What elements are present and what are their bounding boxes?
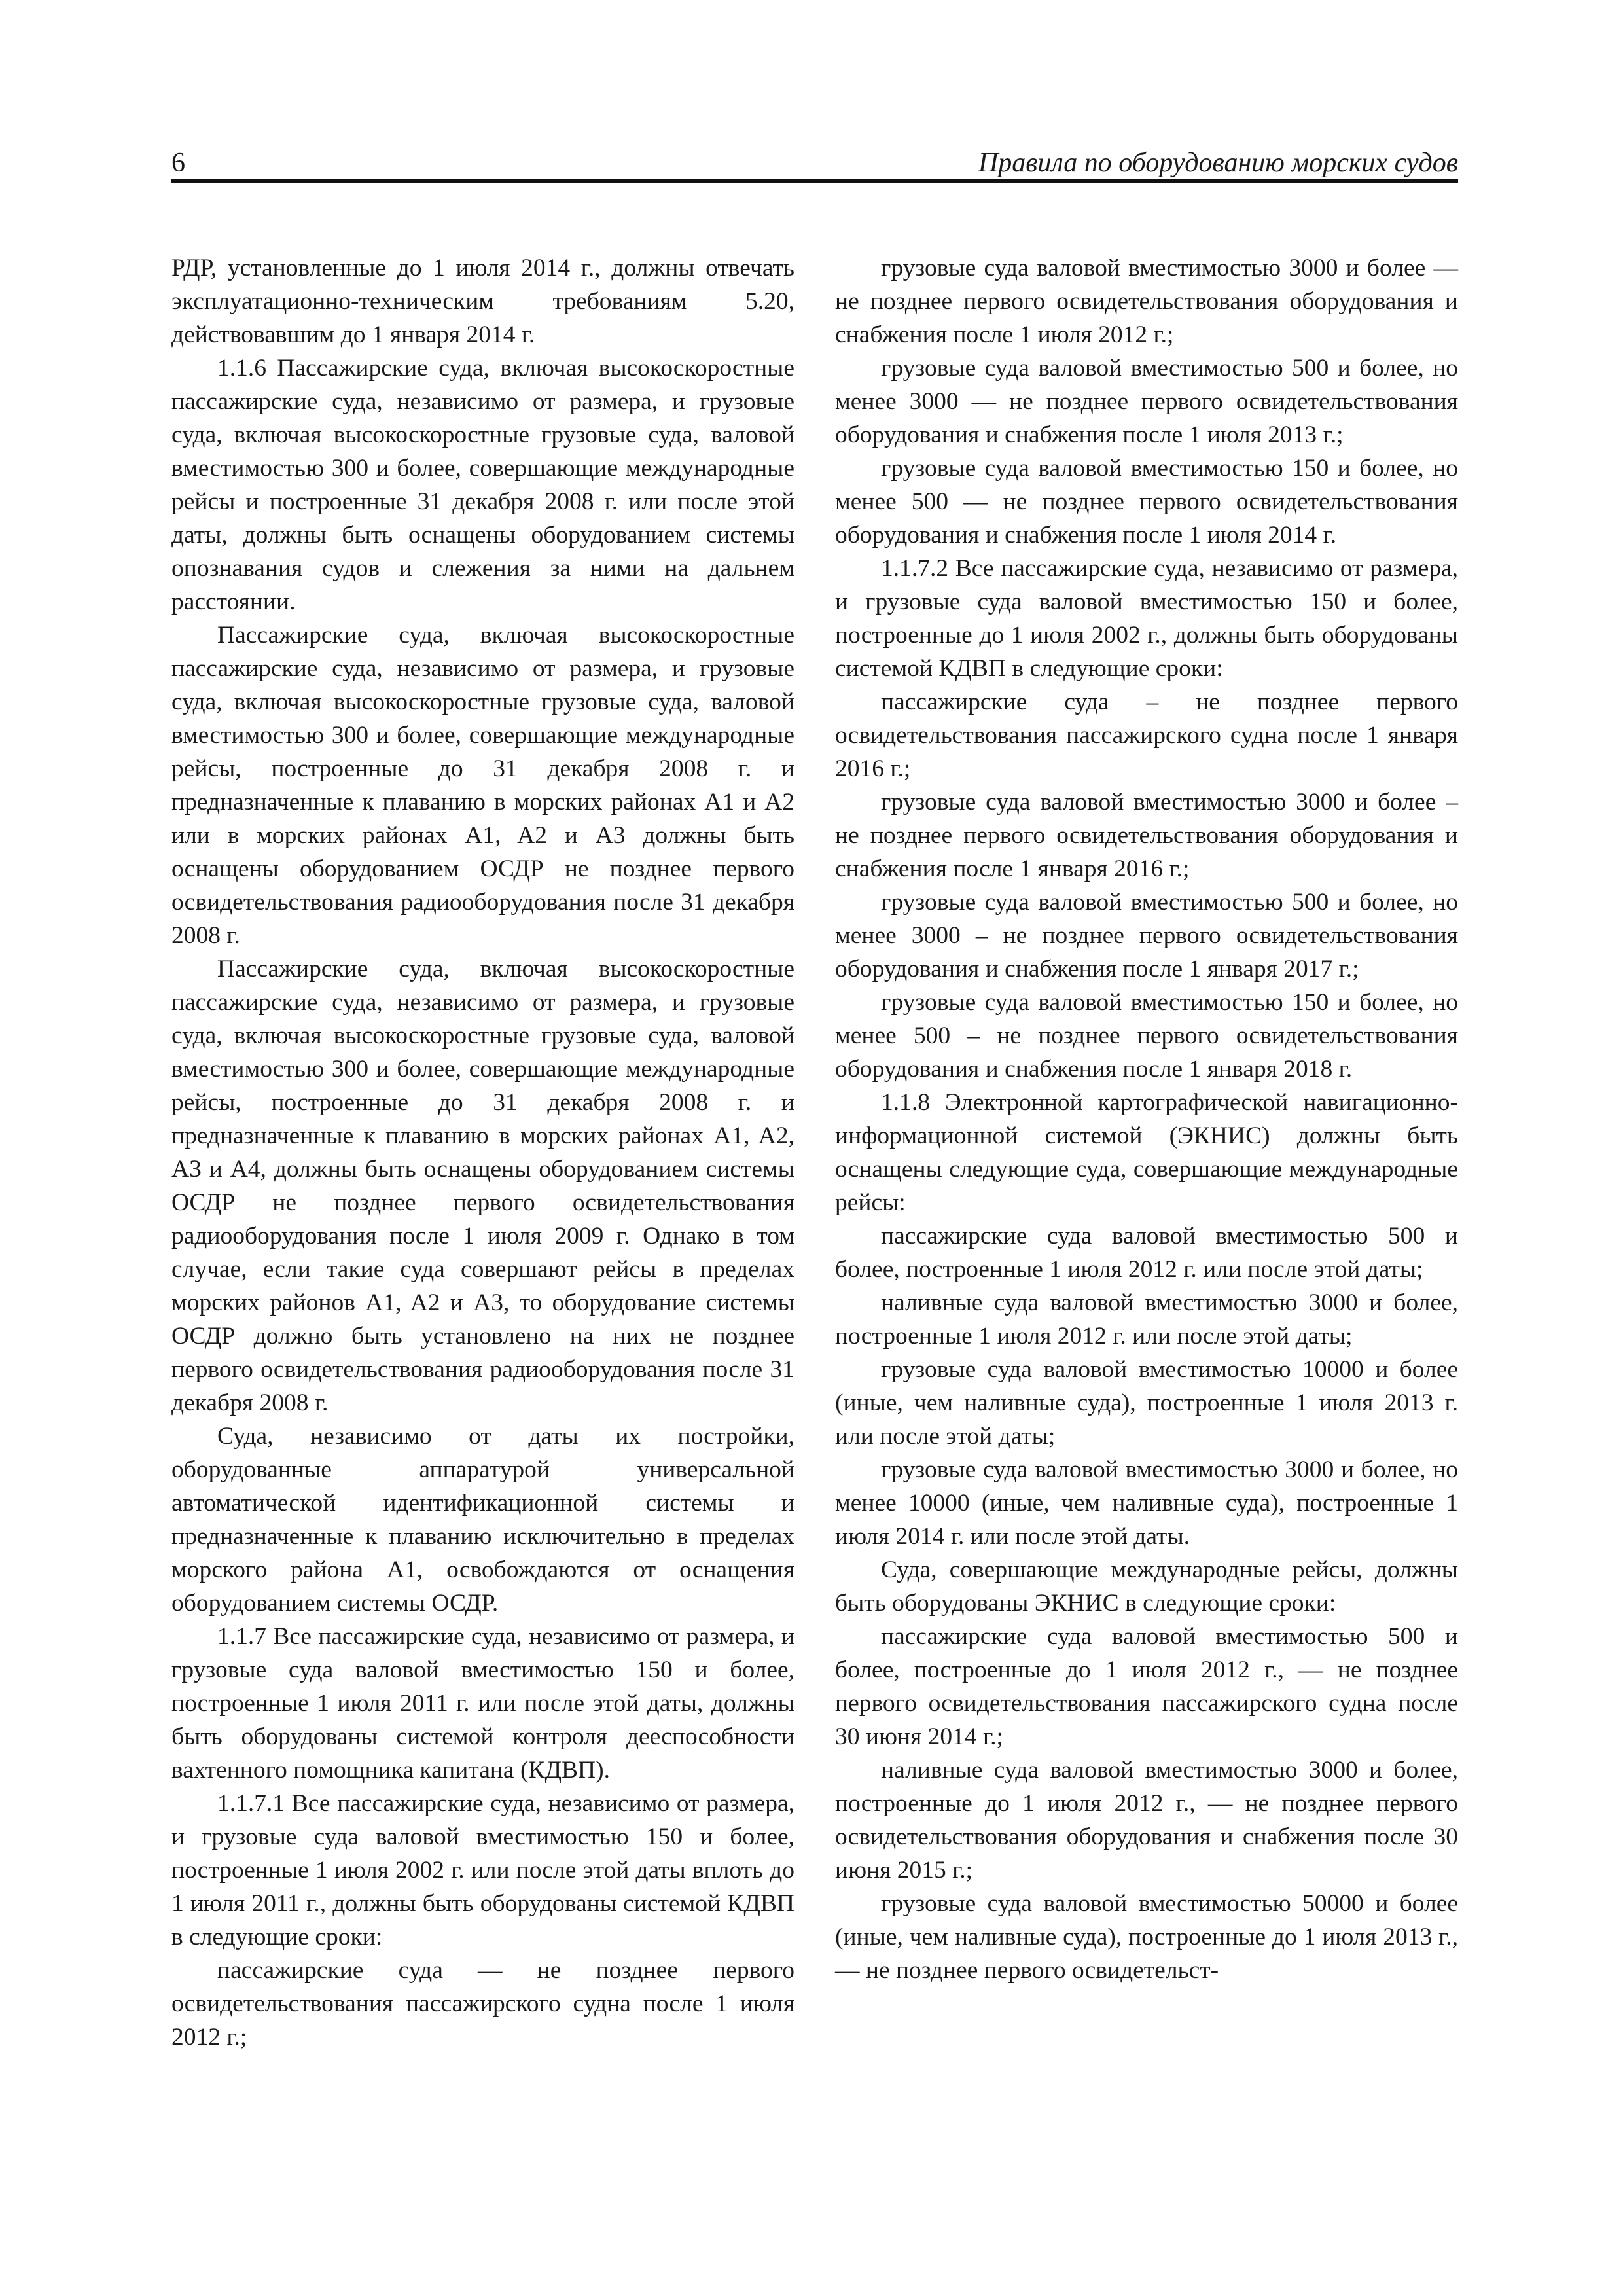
page-number: 6 (171, 148, 185, 178)
paragraph: грузовые суда валовой вместимостью 150 и более, но менее 500 – не позднее первого освидетельствования оборудования и снабжения после 1 января 2018 г. (835, 989, 1458, 1083)
paragraph: грузовые суда валовой вместимостью 500 и более, но менее 3000 – не позднее первого освидетельствования оборудования и снабжения после 1 января 2017 г.; (835, 889, 1458, 982)
left-column (171, 251, 794, 2054)
paragraph: Суда, независимо от даты их постройки, оборудованные аппаратурой универсальной автоматической идентификационной системы и предназначенные к плаванию исключительно в пределах морского района A1, освобождаются от оснащения оборудованием системы ОСДР. (171, 1423, 794, 1617)
paragraph: 1.1.7.1 Все пассажирские суда, независимо от размера, и грузовые суда валовой вместимостью 150 и более, построенные 1 июля 2002 г. или после этой даты вплоть до 1 июля 2011 г., должны быть оборудованы системой КДВП в следующие сроки: (171, 1790, 794, 1950)
paragraph: грузовые суда валовой вместимостью 3000 и более, но менее 10000 (иные, чем наливные суда), построенные 1 июля 2014 г. или после этой даты. (835, 1456, 1458, 1550)
paragraph: пассажирские суда валовой вместимостью 500 и более, построенные 1 июля 2012 г. или после этой даты; (835, 1223, 1458, 1283)
paragraph: РДР, установленные до 1 июля 2014 г., должны отвечать эксплуатационно-техническим требованиям 5.20, действовавшим до 1 января 2014 г. (171, 255, 794, 348)
paragraph: 1.1.6 Пассажирские суда, включая высокоскоростные пассажирские суда, независимо от размера, и грузовые суда, включая высокоскоростные грузовые суда, валовой вместимостью 300 и более, совершающие международные рейсы и построенные 31 декабря 2008 г. или после этой даты, должны быть оснащены оборудованием системы опознавания судов и слежения за ними на дальнем расстоянии. (171, 355, 794, 615)
paragraph: грузовые суда валовой вместимостью 500 и более, но менее 3000 — не позднее первого освидетельствования оборудования и снабжения после 1 июля 2013 г.; (835, 355, 1458, 448)
paragraph: грузовые суда валовой вместимостью 10000 и более (иные, чем наливные суда), построенные 1 июля 2013 г. или после этой даты; (835, 1356, 1458, 1450)
paragraph: грузовые суда валовой вместимостью 150 и более, но менее 500 — не позднее первого освидетельствования оборудования и снабжения после 1 июля 2014 г. (835, 455, 1458, 548)
paragraph: 1.1.8 Электронной картографической навигационно-информационной системой (ЭКНИС) должны быть оснащены следующие суда, совершающие международные рейсы: (835, 1089, 1458, 1216)
paragraph: 1.1.7 Все пассажирские суда, независимо от размера, и грузовые суда валовой вместимостью 150 и более, построенные 1 июля 2011 г. или после этой даты, должны быть оборудованы системой контроля дееспособности вахтенного помощника капитана (КДВП). (171, 1623, 794, 1784)
paragraph: грузовые суда валовой вместимостью 3000 и более – не позднее первого освидетельствования оборудования и снабжения после 1 января 2016 г.; (835, 789, 1458, 882)
paragraph: Пассажирские суда, включая высокоскоростные пассажирские суда, независимо от размера, и грузовые суда, включая высокоскоростные грузовые суда, валовой вместимостью 300 и более, совершающие международные рейсы, построенные до 31 декабря 2008 г. и предназначенные к плаванию в морских районах A1 и A2 или в морских районах A1, A2 и A3 должны быть оснащены оборудованием ОСДР не позднее первого освидетельствования радиооборудования после 31 декабря 2008 г. (171, 622, 794, 949)
paragraph: 1.1.7.2 Все пассажирские суда, независимо от размера, и грузовые суда валовой вместимостью 150 и более, построенные до 1 июля 2002 г., должны быть оборудованы системой КДВП в следующие сроки: (835, 555, 1458, 682)
paragraph: пассажирские суда – не позднее первого освидетельствования пассажирского судна после 1 января 2016 г.; (835, 689, 1458, 782)
right-column (835, 251, 1458, 1987)
paragraph: наливные суда валовой вместимостью 3000 и более, построенные до 1 июля 2012 г., — не позднее первого освидетельствования оборудования и снабжения после 30 июня 2015 г.; (835, 1757, 1458, 1884)
paragraph: пассажирские суда валовой вместимостью 500 и более, построенные до 1 июля 2012 г., — не позднее первого освидетельствования пассажирского судна после 30 июня 2014 г.; (835, 1623, 1458, 1750)
paragraph: наливные суда валовой вместимостью 3000 и более, построенные 1 июля 2012 г. или после этой даты; (835, 1289, 1458, 1350)
paragraph: пассажирские суда — не позднее первого освидетельствования пассажирского судна после 1 июля 2012 г.; (171, 1957, 794, 2051)
paragraph: Пассажирские суда, включая высокоскоростные пассажирские суда, независимо от размера, и грузовые суда, включая высокоскоростные грузовые суда, валовой вместимостью 300 и более, совершающие международные рейсы, построенные до 31 декабря 2008 г. и предназначенные к плаванию в морских районах A1, A2, A3 и A4, должны быть оснащены оборудованием системы ОСДР не позднее первого освидетельствования радиооборудования после 1 июля 2009 г. Однако в том случае, если такие суда совершают рейсы в пределах морских районов A1, A2 и A3, то оборудование системы ОСДР должно быть установлено на них не позднее первого освидетельствования радиооборудования после 31 декабря 2008 г. (171, 956, 794, 1416)
page-header (171, 140, 1458, 183)
paragraph: грузовые суда валовой вместимостью 50000 и более (иные, чем наливные суда), построенные до 1 июля 2013 г., — не позднее первого освидетельст- (835, 1890, 1458, 1984)
paragraph: грузовые суда валовой вместимостью 3000 и более — не позднее первого освидетельствования оборудования и снабжения после 1 июля 2012 г.; (835, 255, 1458, 348)
running-title: Правила по оборудованию морских судов (978, 148, 1458, 178)
paragraph: Суда, совершающие международные рейсы, должны быть оборудованы ЭКНИС в следующие сроки: (835, 1556, 1458, 1617)
